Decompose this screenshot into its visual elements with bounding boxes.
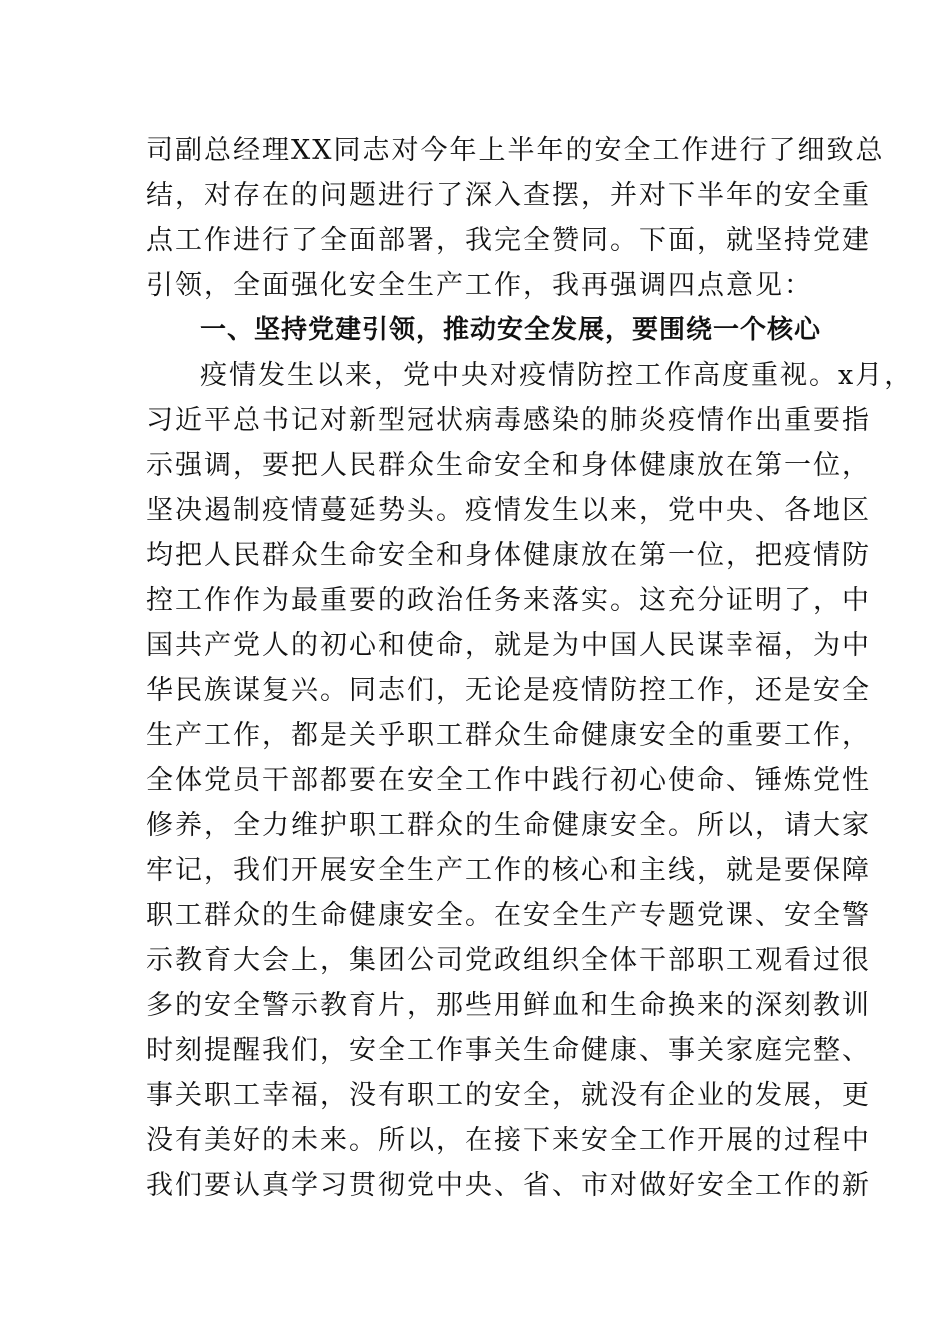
paragraph-line: 华民族谋复兴。同志们，无论是疫情防控工作，还是安全 — [146, 675, 871, 706]
paragraph-line: 均把人民群众生命安全和身体健康放在第一位，把疫情防 — [146, 540, 871, 571]
paragraph-line: 坚决遏制疫情蔓延势头。疫情发生以来，党中央、各地区 — [146, 495, 871, 526]
paragraph-line: 多的安全警示教育片，那些用鲜血和生命换来的深刻教训 — [146, 990, 871, 1021]
paragraph-line: 事关职工幸福，没有职工的安全，就没有企业的发展，更 — [146, 1080, 871, 1111]
paragraph-line: 结，对存在的问题进行了深入查摆，并对下半年的安全重 — [146, 180, 871, 211]
paragraph-line: 示教育大会上，集团公司党政组织全体干部职工观看过很 — [146, 945, 871, 976]
paragraph-line: 全体党员干部都要在安全工作中践行初心使命、锤炼党性 — [146, 765, 871, 796]
paragraph-line: 时刻提醒我们，安全工作事关生命健康、事关家庭完整、 — [146, 1035, 871, 1066]
paragraph-line: 修养，全力维护职工群众的生命健康安全。所以，请大家 — [146, 810, 871, 841]
paragraph-line: 没有美好的未来。所以，在接下来安全工作开展的过程中 — [146, 1125, 871, 1156]
document-body — [146, 128, 914, 1208]
paragraph-line: 示强调，要把人民群众生命安全和身体健康放在第一位， — [146, 450, 871, 481]
paragraph-line: 点工作进行了全面部署，我完全赞同。下面，就坚持党建 — [146, 225, 871, 256]
paragraph-line: 生产工作，都是关乎职工群众生命健康安全的重要工作， — [146, 720, 871, 751]
paragraph-line: 疫情发生以来，党中央对疫情防控工作高度重视。x月， — [200, 360, 914, 391]
paragraph-line: 职工群众的生命健康安全。在安全生产专题党课、安全警 — [146, 900, 871, 931]
paragraph-line: 引领，全面强化安全生产工作，我再强调四点意见： — [146, 270, 813, 301]
paragraph-line: 牢记，我们开展安全生产工作的核心和主线，就是要保障 — [146, 855, 871, 886]
paragraph-line: 司副总经理XX同志对今年上半年的安全工作进行了细致总 — [146, 135, 885, 166]
paragraph-line: 国共产党人的初心和使命，就是为中国人民谋幸福，为中 — [146, 630, 871, 661]
paragraph-line: 控工作作为最重要的政治任务来落实。这充分证明了，中 — [146, 585, 871, 616]
paragraph-line: 习近平总书记对新型冠状病毒感染的肺炎疫情作出重要指 — [146, 405, 871, 436]
section-heading: 一、坚持党建引领，推动安全发展，要围绕一个核心 — [200, 315, 822, 345]
paragraph-line: 我们要认真学习贯彻党中央、省、市对做好安全工作的新 — [146, 1170, 871, 1201]
